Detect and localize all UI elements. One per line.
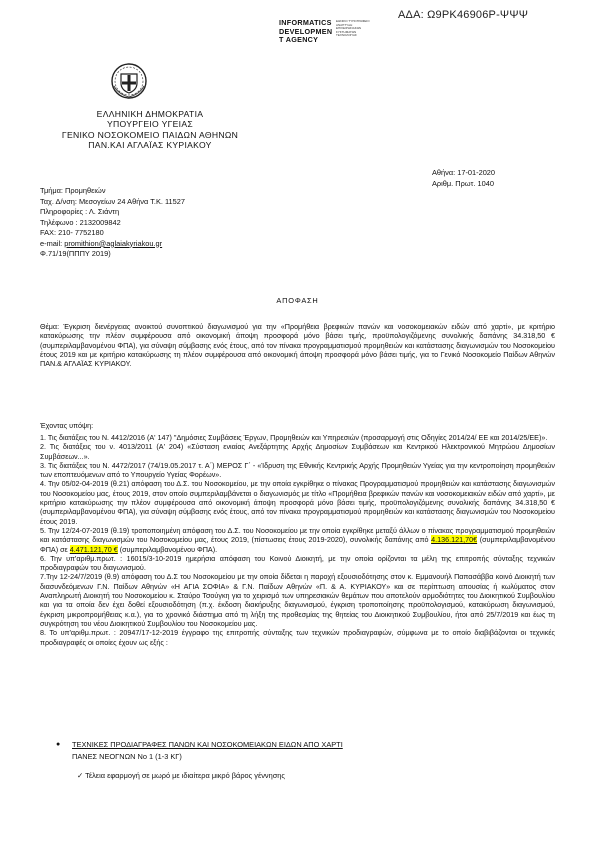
logo-line: DEVELOPMEN — [279, 26, 333, 36]
considerations-list — [40, 433, 555, 647]
email-label: e-mail: — [40, 238, 65, 248]
highlighted-amount: 4.471.121,70 € — [69, 544, 118, 554]
issuing-authority-header — [40, 109, 260, 151]
contact-block — [40, 186, 185, 260]
subject-paragraph: Θέμα: Έγκριση διενέργειας ανοικτού συνοπτικού διαγωνισμού για την «Προμήθεια βρεφικών πανών και νοσοκομειακών ειδών από χαρτί», με κριτήριο κατακύρωσης την πλέον συμφέρουσα από οικονομική άποψη προσφορά μόνο βάσει τιμής, προϋπολογιζόμενης συνολικής δαπάνης 34.318,50 € (συμπεριλαμβανομένου ΦΠΑ), για σύναψη σύμβασης ενός έτους, από τον πίνακα προγραμματισμού προμηθειών και κατάστασης διαγωνισμών του Νοσοκομείου έτους 2019 και με κριτήριο κατακύρωσης τη πλέον συμφέρουσα από οικονομική άποψη προσφορά μόνο βάσει τιμής, για το Γενικό Νοσοκομείο Παίδων Αθηνών ΠΑΝ.& ΑΓΛΑΪΑΣ ΚΥΡΙΑΚΟΥ. — [40, 322, 555, 369]
consideration-item: 7.Την 12-24/7/2019 (θ.9) απόφαση του Δ.Σ του Νοσοκομείου με την οποία δίδεται η παροχή εξουσιοδότησης στον κ. Εμμανουήλ Παπασάββα κοινό Διοικητή των διασυνδεόμενων Γ.Ν. Παίδων Αθηνών «Η ΑΓΙΑ ΣΟΦΙΑ» & Γ.Ν. Παίδων Αθηνών «Π. & Α. ΚΥΡΙΑΚΟΥ» και σε περίπτωση απουσίας ή κωλύματος στον Αναπληρωτή Διοικητή του Νοσοκομείου κ. Σταύρο Τσούγκη για το χειρισμό των υπηρεσιακών θεμάτων που αποτελούν αρμοδιότητες του Διοικητικού Συμβουλίου και για τα οποία δεν έχει δοθεί εξουσιοδότηση (π.χ. έκδοση διακήρυξης διαγωνισμού, έγκριση τροποποίησης προϋπολογισμού, κατακύρωση διαγωνισμού, έγκριση μικροπρομήθειας κ.α.), για το χρονικό διάστημα από τη λήξη της προθεσμίας της θητείας του Διοικητικού Συμβουλίου, ήτοι από 25/7/2019 και έως τη συγκρότηση του νέου Διοικητικού Συμβουλίου του Νοσοκομείου μας. — [40, 572, 555, 628]
spec-subheading: ΠΑΝΕΣ ΝΕΟΓΝΩΝ Νο 1 (1-3 ΚΓ) — [72, 752, 182, 761]
header-line: ΠΑΝ.ΚΑΙ ΑΓΛΑΪΑΣ ΚΥΡΙΑΚΟΥ — [88, 140, 212, 151]
header-line: ΓΕΝΙΚΟ ΝΟΣΟΚΟΜΕΙΟ ΠΑΙΔΩΝ ΑΘΗΝΩΝ — [61, 129, 239, 140]
consideration-item: 2. Τις διατάξεις του ν. 4013/2011 (Α' 204) «Σύσταση ενιαίας Ανεξάρτητης Αρχής Δημοσίων Συμβάσεων και Κεντρικού Ηλεκτρονικού Μητρώου Δημοσίων Συμβάσεων...». — [40, 442, 555, 461]
header-line: ΥΠΟΥΡΓΕΙΟ ΥΓΕΙΑΣ — [106, 119, 193, 130]
ada-code: ΑΔΑ: Ω9ΡΚ46906Ρ-ΨΨΨ — [398, 9, 529, 21]
protocol-number: Αριθμ. Πρωτ. 1040 — [432, 178, 494, 188]
email-link[interactable]: promithion@aglaiakyriakou.gr — [64, 238, 163, 248]
consideration-item: 5. Την 12/24-07-2019 (θ.19) τροποποιημένη απόφαση του Δ.Σ. του Νοσοκομείου με την οποία εγκρίθηκε μεταξύ άλλων ο πίνακας προγραμματισμού προμηθειών και κατάστασης διαγωνισμών του Νοσοκομείου μας, έτους 2019, (πίστωσεις έτους 2019-2020), συνολικής δαπάνης από 4.136.121,70€ (συμπεριλαμβανομένου ΦΠΑ) σε 4.471.121,70 € (συμπεριλαμβανομένου ΦΠΑ). — [40, 525, 555, 554]
fax: FAX: 210- 7752180 — [40, 228, 104, 237]
consideration-item: 1. Τις διατάξεις του Ν. 4412/2016 (Α' 147) "Δημόσιες Συμβάσεις Έργων, Προμηθειών και Υπηρεσιών (προσαρμογή στις Οδηγίες 2014/24/ ΕΕ και 2014/25/ΕΕ)». — [40, 433, 548, 442]
logo-line: INFORMATICS — [279, 18, 332, 27]
date-line: Αθήνα: 17-01-2020 — [432, 168, 496, 177]
consideration-item: 6. Την υπ'αριθμ.πρωτ. : 16015/3-10-2019 ημερήσια απόφαση του Κοινού Διοικητή, με την οποία ορίζονται τα μέλη της επιτροπής σύνταξης τεχνικών προδιαγραφών του διαγωνισμού. — [40, 553, 555, 573]
department: Τμήμα: Προμηθειών — [40, 186, 106, 195]
email-line — [40, 239, 185, 250]
logo-line: T AGENCY — [279, 35, 319, 45]
spec-heading: ΤΕΧΝΙΚΕΣ ΠΡΟΔΙΑΓΡΑΦΕΣ ΠΑΝΩΝ ΚΑΙ ΝΟΣΟΚΟΜΕΙΑΚΩΝ ΕΙΔΩΝ ΑΠΟ ΧΑΡΤΙ — [72, 740, 343, 749]
consideration-item: 8. Το υπ'αριθμ.πρωτ. : 20947/17-12-2019 έγγραφο της επιτροπής σύνταξης των τεχνικών προδιαγραφών, σύμφωνα με το οποίο διαβιβάζονται οι τεχνικές προδιαγραφές οι οποίες έχουν ως εξής : — [40, 628, 555, 647]
informatics-development-agency-logo — [279, 19, 369, 45]
highlighted-amount: 4.136.121,70€ — [431, 535, 478, 545]
phone: Τηλέφωνο : 2132009842 — [40, 217, 121, 227]
file-reference: Φ.71/19(ΠΠΠΥ 2019) — [40, 249, 111, 258]
header-line: ΕΛΛΗΝΙΚΗ ΔΗΜΟΚΡΑΤΙΑ — [96, 109, 204, 119]
address: Ταχ. Δ/νση: Μεσογείων 24 Αθήνα Τ.Κ. 11527 — [40, 196, 185, 206]
logo-small-text: ΕΘΝΙΚΟ ΤΥΠΟΓΡΑΦΕΙΟ ΑΝΑΠΤΥΞΗ ΕΠΙΧΕΙΡΗΣΙΑΚΩΝ ΣΥΣΤΗΜΑΤΩΝ ΤΕΧΝΟΛΟΓΙΑΣ — [336, 19, 370, 38]
contact-person: Πληροφορίες : Λ. Σιάντη — [40, 207, 120, 216]
hellenic-republic-emblem-icon — [110, 62, 148, 100]
document-title: ΑΠΟΦΑΣΗ — [276, 296, 319, 305]
bullet-icon: ● — [56, 741, 61, 748]
spec-item: ✓ Τέλεια εφαρμογή σε μωρό με ιδιαίτερα μικρό βάρος γέννησης — [77, 771, 285, 780]
considerations-intro: Έχοντας υπόψη: — [40, 421, 94, 430]
date-protocol-block — [432, 168, 495, 189]
consideration-item: 4. Την 05/02-04-2019 (θ.21) απόφαση του Δ.Σ. του Νοσοκομείου, με την οποία εγκρίθηκε ο πίνακας Προγραμματισμού προμηθειών και κατάστασης διαγωνισμών του Νοσοκομείου μας, έτους 2019, στον οποίο συμπεριλαμβάνεται ο διαγωνισμός με τίτλο «Προμήθεια βρεφικών πανών και νοσοκομειακών ειδών από χαρτί», με κριτήριο κατακύρωσης την πλέον συμφέρουσα από οικονομική άποψη προσφορά μόνο βάσει τιμής, προϋπολογιζόμενης συνολικής δαπάνης 34.318,50 € (συμπεριλαμβανομένου ΦΠΑ), για σύναψη σύμβασης ενός έτους, από τον πίνακα προγραμματισμού προμηθειών και κατάστασης διαγωνισμών του Νοσοκομείου έτους 2019. — [40, 479, 555, 526]
consideration-item: 3. Τις διατάξεις του Ν. 4472/2017 (74/19.05.2017 τ. Α΄) ΜΕΡΟΣ Γ΄ - «Ίδρυση της Εθνικής Κεντρικής Αρχής Προμηθειών Υγείας για την κεντροποίηση προμηθειών των εποπτευόμενων από το Υπουργείο Υγείας Φορέων». — [40, 460, 555, 480]
